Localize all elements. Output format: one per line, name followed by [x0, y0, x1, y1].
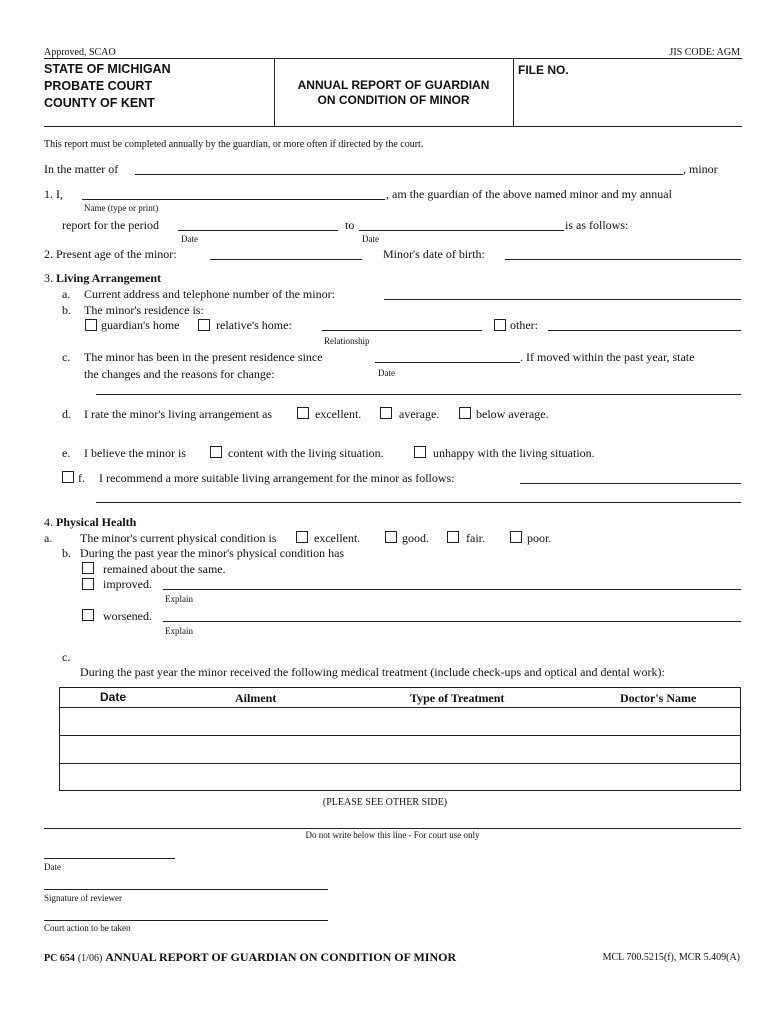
item4c-mark: c. [62, 650, 71, 664]
item3e-text: I believe the minor is [84, 446, 186, 460]
item4a-mark: a. [44, 531, 53, 545]
item3e-mark: e. [62, 446, 71, 460]
item3-heading [44, 271, 161, 286]
arrangement-average-checkbox[interactable] [380, 407, 392, 419]
item1-number: 1. I, [44, 187, 63, 201]
residence-date-hint: Date [378, 368, 395, 378]
item3a-text: Current address and telephone number of the minor: [84, 287, 335, 301]
court-line-1: STATE OF MICHIGAN [44, 62, 171, 76]
relationship-hint: Relationship [324, 336, 370, 346]
see-other-side: (PLEASE SEE OTHER SIDE) [322, 797, 448, 808]
improved-checkbox[interactable] [82, 578, 94, 590]
arrangement-average-label: average. [399, 407, 440, 421]
item3c-text1: The minor has been in the present residence since [84, 350, 323, 364]
treatment-header-ailment: Ailment [235, 691, 277, 705]
form-date: (1/06) [77, 953, 103, 964]
item3d-text: I rate the minor's living arrangement as [84, 407, 273, 421]
age-label: 2. Present age of the minor: [44, 247, 177, 261]
content-label: content with the living situation. [228, 446, 384, 460]
health-poor-checkbox[interactable] [510, 531, 522, 543]
health-poor-label: poor. [527, 531, 552, 545]
worsened-checkbox[interactable] [82, 609, 94, 621]
approved-text: Approved, SCAO [44, 47, 116, 58]
health-fair-label: fair. [466, 531, 485, 545]
improved-explain-field[interactable] [163, 589, 741, 590]
item3b-mark: b. [62, 303, 71, 317]
reviewer-signature-field[interactable] [44, 889, 328, 890]
guardians-home-label: guardian's home [101, 318, 180, 332]
content-checkbox[interactable] [210, 446, 222, 458]
court-date-field[interactable] [44, 858, 175, 859]
item4-title: Physical Health [56, 515, 137, 529]
footer-form-title: ANNUAL REPORT OF GUARDIAN ON CONDITION OF MINOR [105, 950, 457, 964]
improved-explain-hint: Explain [165, 594, 193, 604]
item3c-text2: the changes and the reasons for change: [84, 367, 275, 381]
item3-title: Living Arrangement [56, 271, 161, 285]
improved-label: improved. [103, 577, 152, 591]
dob-field[interactable] [505, 259, 741, 260]
treatment-header-date: Date [100, 690, 127, 704]
other-residence-field[interactable] [548, 330, 741, 331]
matter-label: In the matter of [44, 162, 119, 176]
health-good-label: good. [402, 531, 429, 545]
item1-text: , am the guardian of the above named minor and my annual [386, 187, 672, 201]
treatment-header-doctor: Doctor's Name [620, 691, 697, 705]
footer-citation: MCL 700.5215(f), MCR 5.409(A) [602, 952, 740, 963]
arrangement-excellent-checkbox[interactable] [297, 407, 309, 419]
dob-label: Minor's date of birth: [383, 247, 485, 261]
item4b-mark: b. [62, 546, 71, 560]
item3a-mark: a. [62, 287, 71, 301]
court-use-note: Do not write below this line - For court use only [305, 830, 480, 840]
relatives-home-label: relative's home: [216, 318, 292, 332]
worsened-explain-hint: Explain [165, 626, 193, 636]
file-no-label: FILE NO. [518, 63, 569, 77]
item3c-after: . If moved within the past year, state [520, 350, 695, 364]
recommend-checkbox[interactable] [62, 471, 74, 483]
recommend-field-1[interactable] [520, 483, 741, 484]
jis-code: JIS CODE: AGM [669, 47, 740, 58]
file-no-field[interactable] [580, 63, 735, 79]
item3d-mark: d. [62, 407, 71, 421]
item3c-mark: c. [62, 350, 71, 364]
relationship-field[interactable] [322, 330, 482, 331]
treatment-row[interactable] [60, 735, 740, 763]
health-excellent-label: excellent. [314, 531, 361, 545]
treatment-header-type: Type of Treatment [410, 691, 505, 705]
period-to: to [345, 218, 355, 232]
court-line-3: COUNTY OF KENT [44, 96, 155, 110]
item4a-text: The minor's current physical condition is [80, 531, 277, 545]
unhappy-label: unhappy with the living situation. [433, 446, 595, 460]
court-name [44, 61, 171, 112]
remained-same-label: remained about the same. [103, 562, 226, 576]
title-line-1: ANNUAL REPORT OF GUARDIAN [297, 78, 490, 92]
treatment-table [59, 687, 741, 791]
age-field[interactable] [210, 259, 362, 260]
guardians-home-checkbox[interactable] [85, 319, 97, 331]
treatment-row[interactable] [60, 707, 740, 735]
other-residence-label: other: [510, 318, 538, 332]
relatives-home-checkbox[interactable] [198, 319, 210, 331]
period-start-field[interactable] [178, 230, 338, 231]
item4-heading [44, 515, 136, 530]
item3f-text: I recommend a more suitable living arrangement for the minor as follows: [99, 471, 455, 485]
item3f-mark: f. [78, 471, 85, 485]
item4-number: 4. [44, 515, 53, 529]
period-label: report for the period [62, 218, 159, 232]
intro-text: This report must be completed annually by the guardian, or more often if directed by the court. [44, 139, 424, 150]
title-line-2: ON CONDITION OF MINOR [317, 93, 470, 107]
name-hint: Name (type or print) [84, 203, 159, 213]
arrangement-below-average-checkbox[interactable] [459, 407, 471, 419]
unhappy-checkbox[interactable] [414, 446, 426, 458]
court-line-2: PROBATE COURT [44, 79, 153, 93]
guardian-name-field[interactable] [82, 199, 385, 200]
address-field[interactable] [384, 299, 741, 300]
health-fair-checkbox[interactable] [447, 531, 459, 543]
matter-field[interactable] [135, 174, 683, 175]
item4b-text: During the past year the minor's physical condition has [80, 546, 345, 560]
worsened-label: worsened. [103, 609, 152, 623]
health-good-checkbox[interactable] [385, 531, 397, 543]
health-excellent-checkbox[interactable] [296, 531, 308, 543]
period-end-hint: Date [362, 234, 379, 244]
reviewer-signature-label: Signature of reviewer [44, 893, 122, 903]
court-date-label: Date [44, 862, 61, 872]
header-divider-right [513, 58, 514, 127]
period-end-field[interactable] [359, 230, 564, 231]
arrangement-below-average-label: below average. [476, 407, 549, 421]
court-use-divider [44, 828, 741, 829]
worsened-explain-field[interactable] [163, 621, 741, 622]
item3-number: 3. [44, 271, 53, 285]
form-title [274, 78, 513, 108]
court-action-field[interactable] [44, 920, 328, 921]
residence-since-field[interactable] [375, 362, 520, 363]
arrangement-excellent-label: excellent. [315, 407, 362, 421]
period-start-hint: Date [181, 234, 198, 244]
recommend-field-2[interactable] [96, 502, 741, 503]
treatment-row[interactable] [60, 763, 740, 791]
remained-same-checkbox[interactable] [82, 562, 94, 574]
changes-reasons-field[interactable] [96, 394, 741, 395]
item3b-text: The minor's residence is: [84, 303, 204, 317]
matter-suffix: , minor [683, 162, 718, 176]
form-number: PC 654 [44, 953, 75, 964]
item4c-text: During the past year the minor received the following medical treatment (include check-ups and optical and dental work): [80, 665, 665, 679]
as-follows: is as follows: [565, 218, 629, 232]
other-residence-checkbox[interactable] [494, 319, 506, 331]
footer-form-id [44, 950, 456, 965]
court-action-label: Court action to be taken [44, 923, 131, 933]
